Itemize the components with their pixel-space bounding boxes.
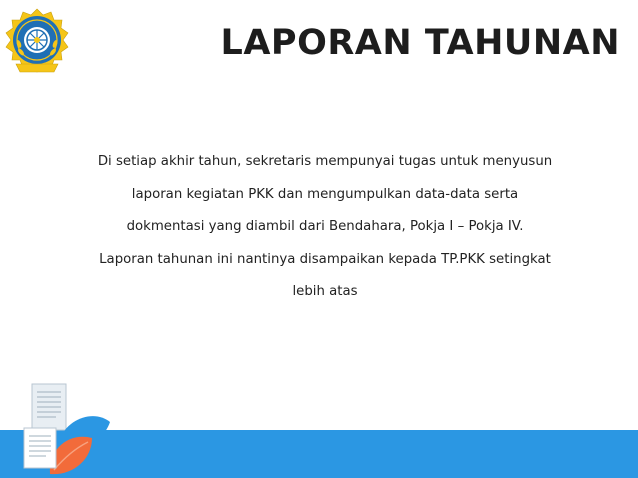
body-line: dokmentasi yang diambil dari Bendahara, Pokja I – Pokja IV.: [126, 219, 524, 234]
pkk-emblem-icon: [4, 8, 70, 76]
body-line: Di setiap akhir tahun, sekretaris mempunyai tugas untuk menyusun: [97, 154, 553, 169]
body-line: Laporan tahunan ini nantinya disampaikan kepada TP.PKK setingkat: [99, 251, 551, 267]
document-leaf-icon: [20, 382, 115, 478]
slide-title: LAPORAN TAHUNAN: [220, 23, 620, 63]
body-line: laporan kegiatan PKK dan mengumpulkan data-data serta: [131, 186, 519, 202]
body-paragraph: [60, 146, 590, 309]
body-line: lebih atas: [292, 284, 358, 299]
